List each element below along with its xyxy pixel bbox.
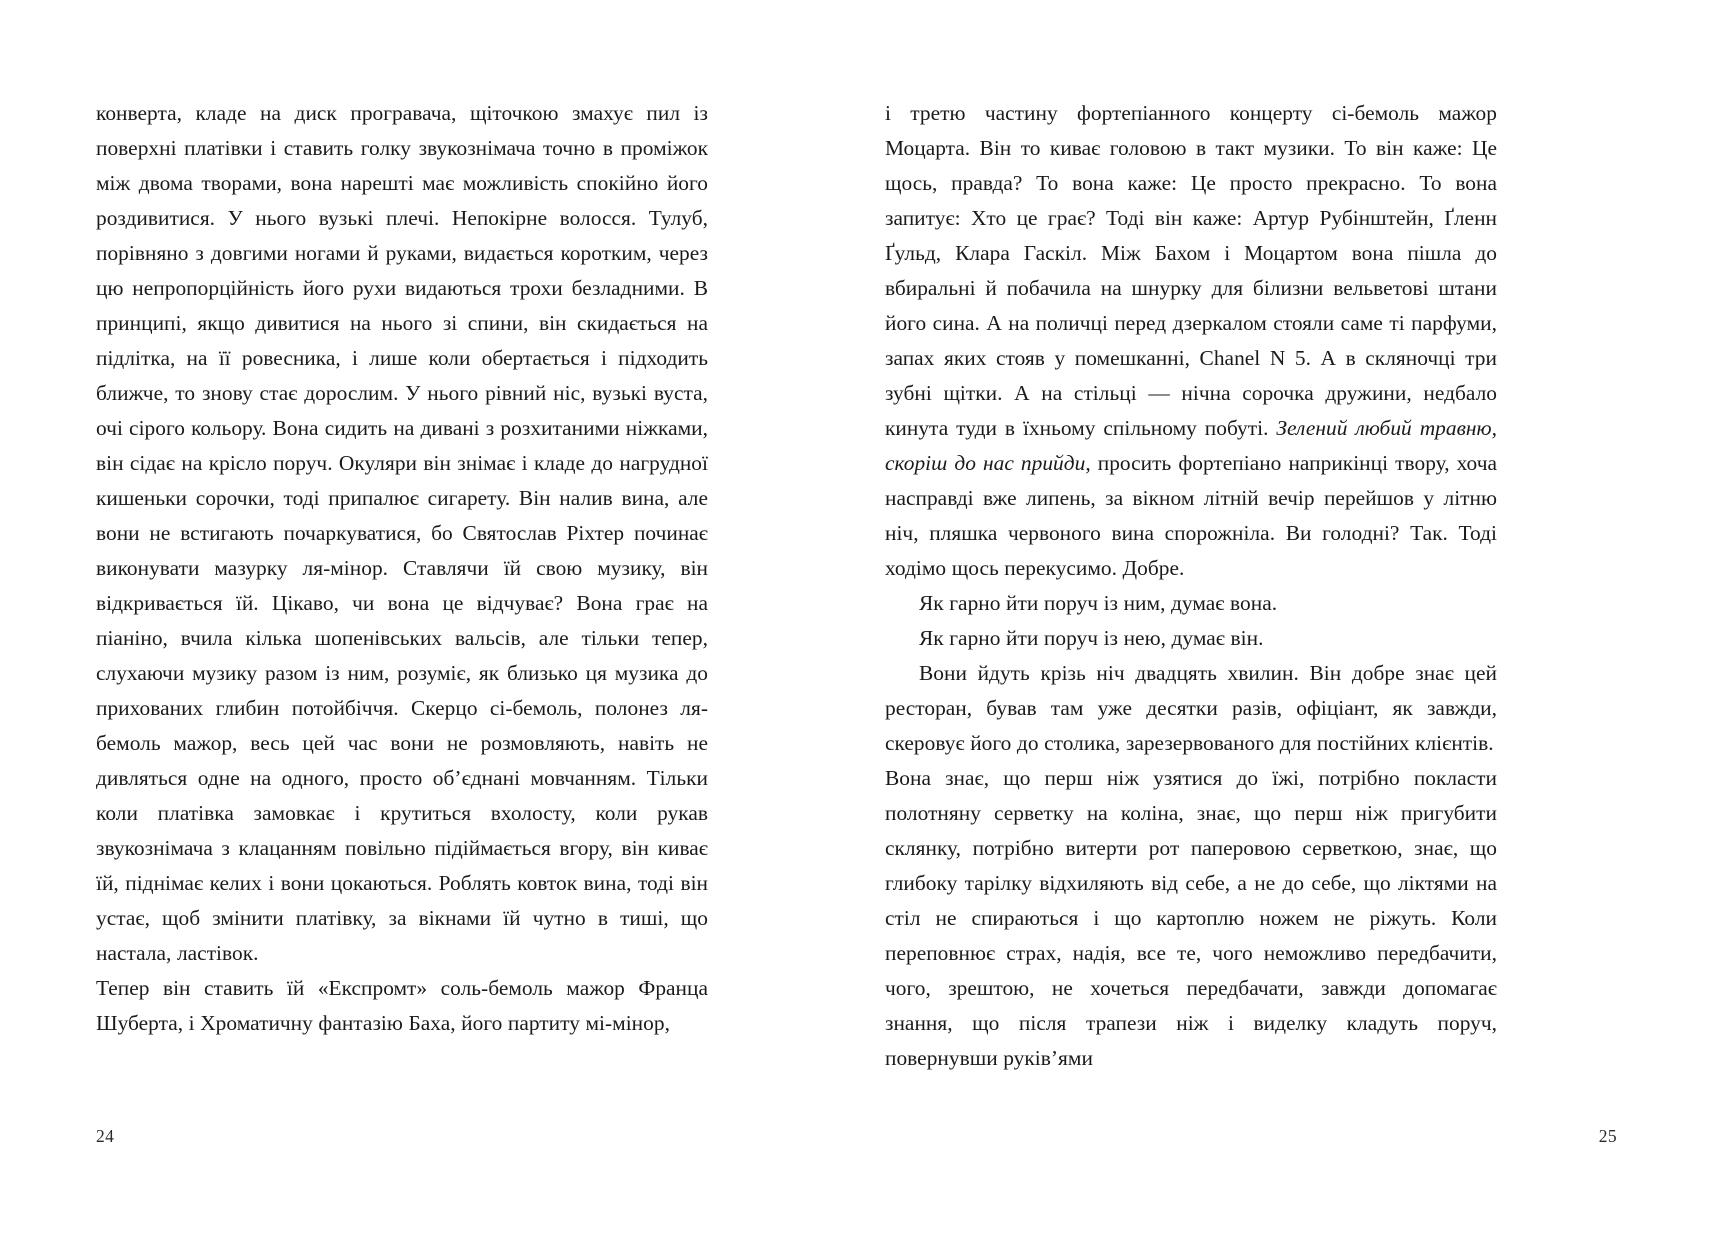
page-left [0,0,856,1258]
page-number-right: 25 [1598,1126,1617,1146]
paragraph-left-2: Тепер він ставить їй «Експромт» соль-бемоль мажор Франца Шуберта, і Хроматичну фантазію Баха, його партиту мі-мінор, [96,976,708,1035]
paragraph-right-5: Вона знає, що перш ніж узятися до їжі, потрібно покласти полотняну серветку на коліна, знає, що перш ніж пригубити склянку, потрібно витерти рот паперовою серветкою, знає, що глибоку тарілку відхиляють від себе, а не до себе, що ліктями на стіл не спираються і що картоплю ножем не ріжуть. Коли переповнює страх, надія, все те, чого неможливо передбачити, чого, зрештою, не хочеться передбачати, завжди допомагає знання, що після трапези ніж і виделку кладуть поруч, повернувши руків’ями [885,766,1497,1070]
page-number-left: 24 [96,1126,115,1146]
paragraph-right-1-text-before-italic: і третю частину фортепіанного концерту сі-бемоль мажор Моцарта. Він то киває головою в такт музики. То він каже: Це щось, правда? То вона каже: Це просто прекрасно. То вона запитує: Хто це грає? Тоді він каже: Артур Рубінштейн, Ґленн Ґульд, Клара Гаскіл. Між Бахом і Моцартом вона пішла до вбиральні й побачила на шнурку для білизни вельветові штани його сина. А на поличці перед дзеркалом стояли саме ті парфуми, запах яких стояв у помешканні, Chanel N 5. А в скляночці три зубні щітки. А на стільці — нічна сорочка дружини, недбало кинута туди в їхньому спільному побуті. [885,101,1497,440]
text-block-right [885,96,1497,1076]
paragraph-right-3: Як гарно йти поруч із нею, думає він. [919,626,1264,650]
italic-song-quote: Зелений любий травню, скоріш до нас прийди [885,416,1498,475]
paragraph-right-2: Як гарно йти поруч із ним, думає вона. [919,591,1278,615]
paragraph-right-1 [885,96,1497,586]
paragraph-right-4: Вони йдуть крізь ніч двадцять хвилин. Він добре знає цей ресторан, бував там уже десятки разів, офіціант, як завжди, скеровує його до столика, зарезервованого для постійних клієнтів. [885,661,1497,755]
page-right [857,0,1713,1258]
text-block-left [96,96,708,1041]
paragraph-right-1-text-after-italic: , просить фортепіано наприкінці твору, хоча насправді вже липень, за вікном літній вечір перейшов у літню ніч, пляшка червоного вина спорожніла. Ви голодні? Так. Тоді ходімо щось перекусимо. Добре. [885,451,1497,580]
paragraph-left-1: конверта, кладе на диск програвача, щіточкою змахує пил із поверхні платівки і ставить голку звукознімача точно в проміжок між двома творами, вона нарешті має можливість спокійно його роздивитися. У нього вузькі плечі. Непокірне волосся. Тулуб, порівняно з довгими ногами й руками, видається коротким, через цю непропорційність його рухи видаються трохи безладними. В принципі, якщо дивитися на нього зі спини, він скидається на підлітка, на її ровесника, і лише коли обертається і підходить ближче, то знову стає дорослим. У нього рівний ніс, вузькі вуста, очі сірого кольору. Вона сидить на дивані з розхитаними ніжками, він сідає на крісло поруч. Окуляри він знімає і кладе до нагрудної кишеньки сорочки, тоді припалює сигарету. Він налив вина, але вони не встигають почаркуватися, бо Святослав Ріхтер починає виконувати мазурку ля-мінор. Ставлячи їй свою музику, він відкривається їй. Цікаво, чи вона це відчуває? Вона грає на піаніно, вчила кілька шопенівських вальсів, але тільки тепер, слухаючи музику разом із ним, розуміє, як близько ця музика до прихованих глибин потойбіччя. Скерцо сі-бемоль, полонез ля-бемоль мажор, весь цей час вони не розмовляють, навіть не дивляться одне на одного, просто об’єднані мовчанням. Тільки коли платівка замовкає і крутиться вхолосту, коли рукав звукознімача з клацанням повільно підіймається вгору, він киває їй, піднімає келих і вони цокаються. Роблять ковток вина, тоді він устає, щоб змінити платівку, за вікнами їй чутно в тиші, що настала, ластівок. [96,101,708,965]
